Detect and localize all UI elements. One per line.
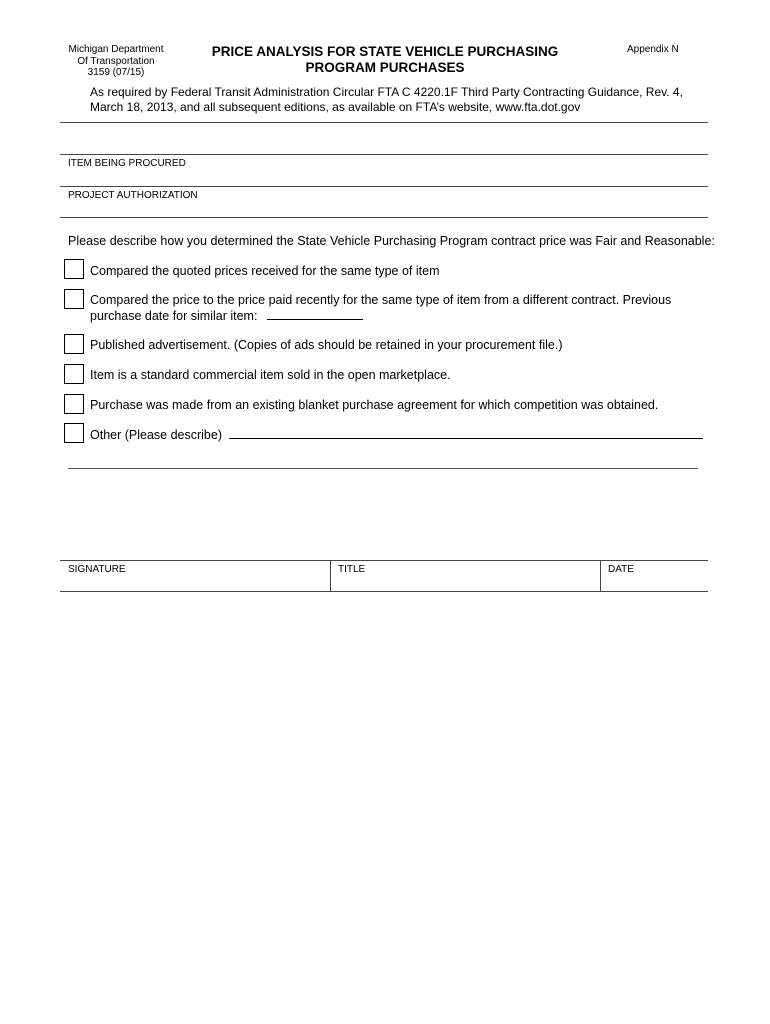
form-number: 3159 (07/15) — [87, 67, 145, 78]
signature-label: SIGNATURE — [68, 564, 126, 575]
appendix-label: Appendix N — [627, 44, 679, 55]
option-other-label: Other (Please describe) — [90, 428, 223, 442]
option-other-line — [90, 427, 703, 443]
project-authorization-field[interactable] — [60, 202, 708, 216]
previous-purchase-date-label: purchase date for similar item: — [90, 309, 258, 323]
intro-text — [90, 85, 710, 114]
fair-reasonable-question: Please describe how you determined the State Vehicle Purchasing Program contract price was Fair and Reasonable: — [68, 234, 715, 248]
option-previous-contract-checkbox[interactable] — [64, 289, 84, 309]
other-description-field[interactable] — [229, 427, 703, 439]
option-other-checkbox[interactable] — [64, 423, 84, 443]
form-title — [180, 44, 590, 76]
agency-name-line2: Of Transportation — [77, 55, 155, 67]
option-quoted-prices-label: Compared the quoted prices received for the same type of item — [90, 264, 440, 278]
agency-name-line1: Michigan Department — [68, 44, 164, 55]
option-published-ad-checkbox[interactable] — [64, 334, 84, 354]
option-previous-contract-line2 — [90, 308, 363, 324]
form-title-line2: PROGRAM PURCHASES — [305, 60, 465, 75]
signature-row-top-border — [60, 560, 708, 561]
item-being-procured-field[interactable] — [60, 170, 708, 185]
previous-purchase-date-field[interactable] — [267, 308, 363, 320]
date-label: DATE — [608, 564, 634, 575]
project-authorization-label: PROJECT AUTHORIZATION — [68, 190, 198, 201]
intro-line1: As required by Federal Transit Administration Circular FTA C 4220.1F Third Party Contracting Guidance, Rev. 4, — [90, 85, 683, 99]
signature-field[interactable] — [61, 576, 329, 590]
agency-block — [58, 44, 174, 79]
item-field-top-border — [60, 154, 708, 155]
title-label: TITLE — [338, 564, 366, 575]
intro-line2: March 18, 2013, and all subsequent editions, as available on FTA’s website, www.fta.dot.gov — [90, 99, 581, 114]
other-description-line2[interactable] — [68, 468, 698, 469]
option-blanket-agreement-checkbox[interactable] — [64, 394, 84, 414]
divider-top — [60, 122, 708, 123]
item-being-procured-label: ITEM BEING PROCURED — [68, 158, 186, 169]
date-field[interactable] — [601, 576, 707, 590]
option-commercial-item-checkbox[interactable] — [64, 364, 84, 384]
option-quoted-prices-checkbox[interactable] — [64, 259, 84, 279]
option-published-ad-label: Published advertisement. (Copies of ads should be retained in your procurement file.) — [90, 338, 563, 352]
option-previous-contract-label: Compared the price to the price paid recently for the same type of item from a different contract. Previous — [90, 293, 672, 307]
project-field-top-border — [60, 186, 708, 187]
option-blanket-agreement-label: Purchase was made from an existing blanket purchase agreement for which competition was obtained. — [90, 398, 659, 412]
option-commercial-item-label: Item is a standard commercial item sold in the open marketplace. — [90, 368, 451, 382]
signature-row-bottom-border — [60, 591, 708, 592]
form-title-line1: PRICE ANALYSIS FOR STATE VEHICLE PURCHASING — [211, 44, 559, 59]
project-field-bottom-border — [60, 217, 708, 218]
title-field[interactable] — [331, 576, 599, 590]
